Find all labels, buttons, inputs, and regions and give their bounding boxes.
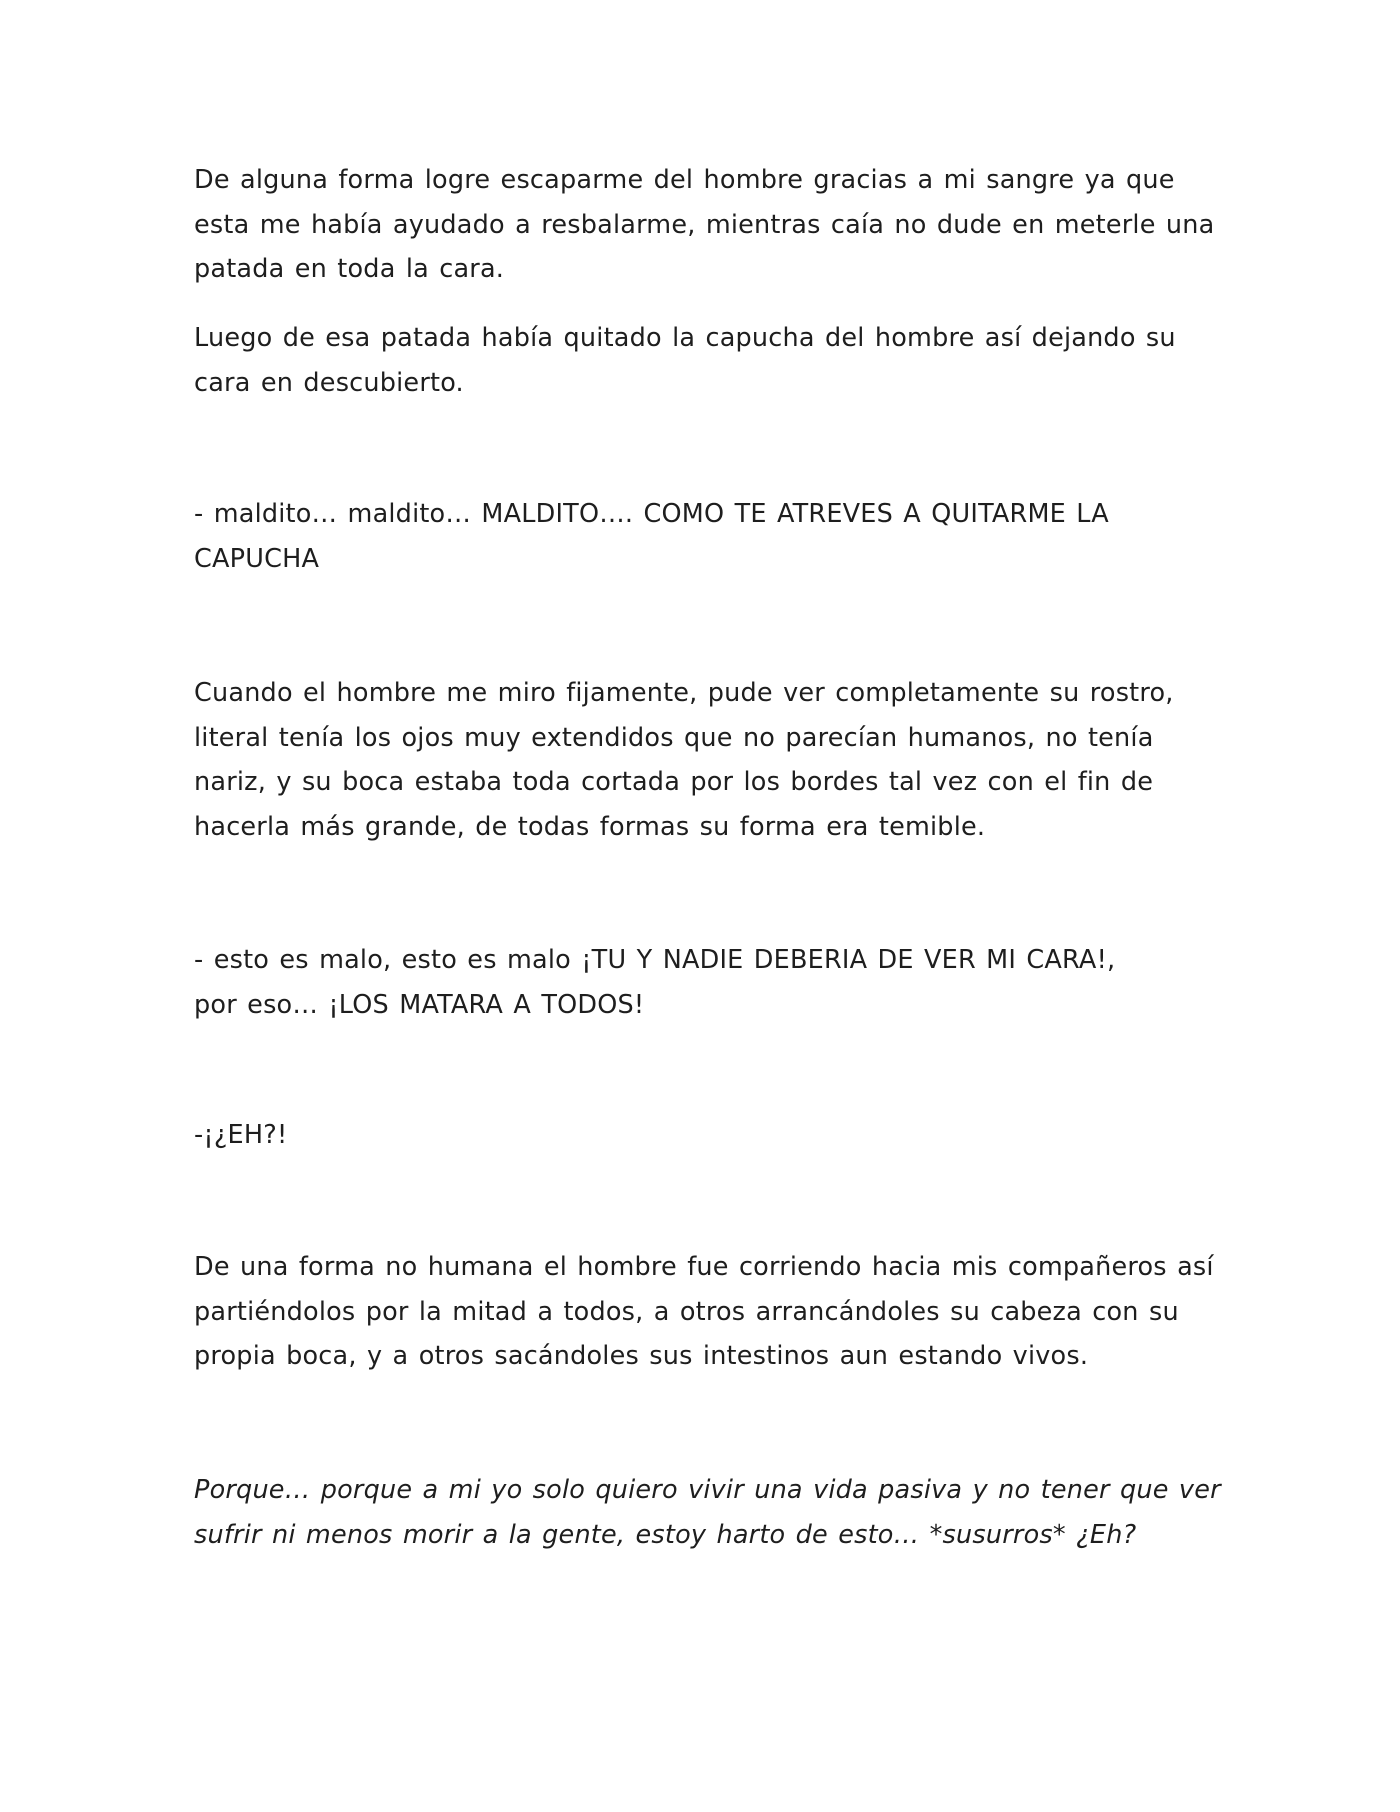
paragraph-inner-thoughts [194,1468,1221,1557]
paragraph-escape [194,158,1215,292]
text-line: nariz, y su boca estaba toda cortada por los bordes tal vez con el fin de [194,767,1154,797]
text-line: cara en descubierto. [194,367,464,398]
text-line: -¡¿EH?! [194,1120,288,1150]
dialogue-maldito [194,492,1154,581]
text-line: hacerla más grande, de todas formas su forma era temible. [194,811,986,842]
text-line: esta me había ayudado a resbalarme, mientras caía no dude en meterle una [194,209,1215,240]
text-line: De una forma no humana el hombre fue corriendo hacia mis compañeros así [194,1252,1214,1282]
paragraph-attack [194,1245,1214,1379]
text-line: por eso… ¡LOS MATARA A TODOS! [194,989,645,1020]
text-line: - esto es malo, esto es malo ¡TU Y NADIE DEBERIA DE VER MI CARA!, [194,945,1116,975]
dialogue-esto-es-malo [194,938,1154,1027]
text-line: Cuando el hombre me miro fijamente, pude ver completamente su rostro, [194,678,1174,708]
text-line: Porque… porque a mi yo solo quiero vivir una vida pasiva y no tener que ver [194,1475,1221,1505]
text-line: sufrir ni menos morir a la gente, estoy harto de esto… *susurros* ¿Eh? [194,1519,1137,1550]
text-line: propia boca, y a otros sacándoles sus intestinos aun estando vivos. [194,1341,1089,1371]
text-line: literal tenía los ojos muy extendidos que no parecían humanos, no tenía [194,722,1154,753]
dialogue-eh [194,1113,1154,1158]
text-line: Luego de esa patada había quitado la capucha del hombre así dejando su [194,323,1176,353]
text-line: CAPUCHA [194,543,320,574]
text-line: - maldito… maldito… MALDITO…. COMO TE ATREVES A QUITARME LA [194,499,1109,529]
text-line: partiéndolos por la mitad a todos, a otros arrancándoles su cabeza con su [194,1296,1179,1327]
text-line: De alguna forma logre escaparme del hombre gracias a mi sangre ya que [194,165,1175,195]
paragraph-face-description [194,671,1174,849]
text-line: patada en toda la cara. [194,254,505,284]
paragraph-hood-removed [194,316,1176,405]
